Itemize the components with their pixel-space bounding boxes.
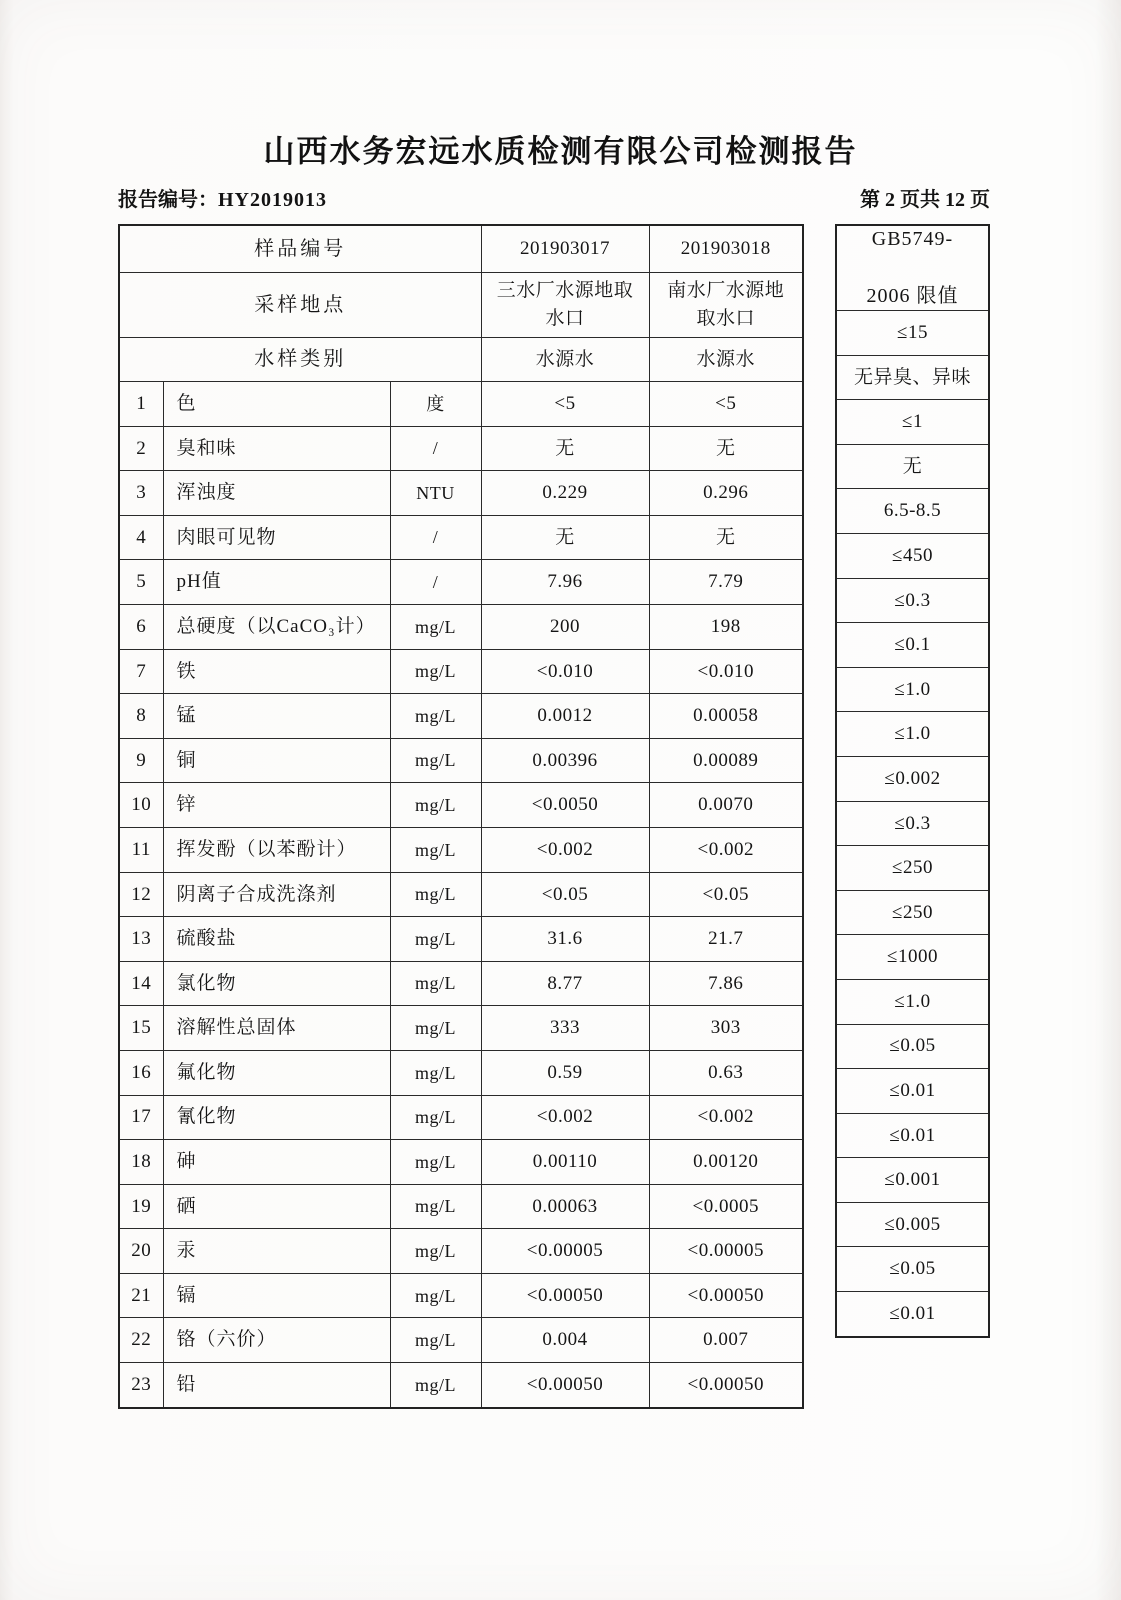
row-number-cell: 20 [119, 1229, 163, 1274]
table-row [119, 604, 803, 649]
table-row [119, 1006, 803, 1051]
sample1-value-cell: 31.6 [481, 917, 649, 962]
unit-cell: mg/L [390, 961, 481, 1006]
sample2-value-cell: 198 [649, 604, 803, 649]
table-row [119, 1363, 803, 1408]
sample1-value-cell: 0.0012 [481, 694, 649, 739]
unit-cell: mg/L [390, 1095, 481, 1140]
location-2: 南水厂水源地取水口 [649, 273, 803, 338]
location-1: 三水厂水源地取水口 [481, 273, 649, 338]
row-number-cell: 22 [119, 1318, 163, 1363]
limit-cell: ≤250 [836, 890, 989, 935]
parameter-cell: 氟化物 [163, 1050, 390, 1095]
report-number-label: 报告编号： [118, 189, 218, 211]
limit-cell: ≤0.005 [836, 1202, 989, 1247]
limit-row [836, 355, 989, 400]
limit-row [836, 1292, 989, 1337]
sample1-value-cell: 7.96 [481, 560, 649, 605]
parameter-cell: 锰 [163, 694, 390, 739]
limit-cell: ≤0.002 [836, 756, 989, 801]
row-number-cell: 9 [119, 738, 163, 783]
report-number-value: HY2019013 [218, 189, 327, 211]
parameter-cell: 氰化物 [163, 1095, 390, 1140]
limit-row [836, 578, 989, 623]
row-number-cell: 3 [119, 471, 163, 516]
row-number-cell: 7 [119, 649, 163, 694]
sample-no-2: 201903018 [649, 225, 803, 273]
limit-table [835, 224, 990, 1338]
parameter-cell: pH值 [163, 560, 390, 605]
sample1-value-cell: 0.229 [481, 471, 649, 516]
limit-cell: ≤0.1 [836, 623, 989, 668]
limit-row [836, 444, 989, 489]
sample1-value-cell: 0.00396 [481, 738, 649, 783]
unit-cell: mg/L [390, 738, 481, 783]
sample2-value-cell: 303 [649, 1006, 803, 1051]
limit-row [836, 1247, 989, 1292]
sample2-value-cell: 0.00089 [649, 738, 803, 783]
unit-cell: mg/L [390, 649, 481, 694]
table-row [119, 1184, 803, 1229]
parameter-cell: 铬（六价） [163, 1318, 390, 1363]
table-row [119, 1140, 803, 1185]
sample2-value-cell: <0.002 [649, 827, 803, 872]
limit-cell: 无异臭、异味 [836, 355, 989, 400]
unit-cell: NTU [390, 471, 481, 516]
unit-cell: mg/L [390, 1363, 481, 1408]
table-row [119, 917, 803, 962]
limit-cell: ≤0.3 [836, 578, 989, 623]
sample2-value-cell: 21.7 [649, 917, 803, 962]
unit-cell: mg/L [390, 1050, 481, 1095]
main-table [118, 224, 804, 1409]
sample2-value-cell: <5 [649, 382, 803, 427]
sample1-value-cell: 333 [481, 1006, 649, 1051]
sample1-value-cell: 0.00110 [481, 1140, 649, 1185]
sample2-value-cell: 无 [649, 515, 803, 560]
sample-no-1: 201903017 [481, 225, 649, 273]
table-row [119, 961, 803, 1006]
table-row [119, 382, 803, 427]
sample2-value-cell: 0.007 [649, 1318, 803, 1363]
sample1-value-cell: <0.00005 [481, 1229, 649, 1274]
limit-row [836, 1069, 989, 1114]
sample2-value-cell: 0.00058 [649, 694, 803, 739]
sample2-value-cell: <0.05 [649, 872, 803, 917]
limit-row [836, 1158, 989, 1203]
sample2-value-cell: <0.00050 [649, 1363, 803, 1408]
limit-cell: ≤15 [836, 311, 989, 356]
row-number-cell: 15 [119, 1006, 163, 1051]
table-row [119, 783, 803, 828]
location-label: 采样地点 [119, 273, 481, 338]
header-row-location [119, 273, 803, 338]
sample2-value-cell: <0.00005 [649, 1229, 803, 1274]
limit-row [836, 1024, 989, 1069]
sample2-value-cell: <0.0005 [649, 1184, 803, 1229]
parameter-cell: 汞 [163, 1229, 390, 1274]
row-number-cell: 4 [119, 515, 163, 560]
sample1-value-cell: 0.004 [481, 1318, 649, 1363]
unit-cell: mg/L [390, 827, 481, 872]
category-label: 水样类别 [119, 338, 481, 382]
category-2: 水源水 [649, 338, 803, 382]
parameter-cell: 挥发酚（以苯酚计） [163, 827, 390, 872]
report-number [118, 183, 327, 212]
row-number-cell: 14 [119, 961, 163, 1006]
unit-cell: mg/L [390, 872, 481, 917]
sample1-value-cell: 200 [481, 604, 649, 649]
sample1-value-cell: <0.0050 [481, 783, 649, 828]
limit-cell: ≤250 [836, 846, 989, 891]
parameter-cell: 氯化物 [163, 961, 390, 1006]
unit-cell: mg/L [390, 1006, 481, 1051]
row-number-cell: 1 [119, 382, 163, 427]
limit-row [836, 846, 989, 891]
limit-cell: ≤0.3 [836, 801, 989, 846]
limit-row [836, 489, 989, 534]
row-number-cell: 21 [119, 1273, 163, 1318]
spacer-column [804, 224, 835, 1409]
parameter-cell: 铁 [163, 649, 390, 694]
parameter-cell: 臭和味 [163, 426, 390, 471]
table-row [119, 560, 803, 605]
row-number-cell: 6 [119, 604, 163, 649]
report-meta [118, 183, 990, 212]
sample1-value-cell: 0.59 [481, 1050, 649, 1095]
parameter-cell: 硒 [163, 1184, 390, 1229]
sample1-value-cell: 0.00063 [481, 1184, 649, 1229]
table-row [119, 1318, 803, 1363]
sample2-value-cell: <0.002 [649, 1095, 803, 1140]
table-row [119, 1050, 803, 1095]
row-number-cell: 8 [119, 694, 163, 739]
unit-cell: 度 [390, 382, 481, 427]
sample1-value-cell: 无 [481, 515, 649, 560]
table-row [119, 694, 803, 739]
limit-row [836, 801, 989, 846]
parameter-cell: 肉眼可见物 [163, 515, 390, 560]
parameter-cell: 铅 [163, 1363, 390, 1408]
limit-cell: ≤1.0 [836, 979, 989, 1024]
parameter-cell: 总硬度（以CaCO₃计） [163, 604, 390, 649]
row-number-cell: 2 [119, 426, 163, 471]
sample1-value-cell: <0.00050 [481, 1273, 649, 1318]
header-row-sample-no [119, 225, 803, 273]
sample2-value-cell: 7.79 [649, 560, 803, 605]
limit-row [836, 667, 989, 712]
row-number-cell: 10 [119, 783, 163, 828]
sample1-value-cell: 8.77 [481, 961, 649, 1006]
limit-cell: ≤0.001 [836, 1158, 989, 1203]
row-number-cell: 17 [119, 1095, 163, 1140]
results-table [118, 224, 990, 1409]
row-number-cell: 16 [119, 1050, 163, 1095]
parameter-cell: 浑浊度 [163, 471, 390, 516]
limit-row [836, 1202, 989, 1247]
parameter-cell: 硫酸盐 [163, 917, 390, 962]
table-row [119, 827, 803, 872]
row-number-cell: 13 [119, 917, 163, 962]
limit-cell: ≤0.05 [836, 1247, 989, 1292]
limit-row [836, 400, 989, 445]
parameter-cell: 镉 [163, 1273, 390, 1318]
limit-cell: 6.5-8.5 [836, 489, 989, 534]
table-row [119, 515, 803, 560]
limit-cell: ≤0.01 [836, 1113, 989, 1158]
limit-row [836, 311, 989, 356]
sample2-value-cell: 无 [649, 426, 803, 471]
row-number-cell: 19 [119, 1184, 163, 1229]
table-row [119, 426, 803, 471]
unit-cell: / [390, 426, 481, 471]
row-number-cell: 5 [119, 560, 163, 605]
unit-cell: / [390, 560, 481, 605]
parameter-cell: 色 [163, 382, 390, 427]
limit-row [836, 712, 989, 757]
row-number-cell: 11 [119, 827, 163, 872]
sample1-value-cell: 无 [481, 426, 649, 471]
limit-row [836, 756, 989, 801]
parameter-cell: 砷 [163, 1140, 390, 1185]
sample2-value-cell: 0.63 [649, 1050, 803, 1095]
page-title: 山西水务宏远水质检测有限公司检测报告 [263, 134, 858, 169]
category-1: 水源水 [481, 338, 649, 382]
unit-cell: mg/L [390, 694, 481, 739]
limit-row [836, 890, 989, 935]
unit-cell: mg/L [390, 1184, 481, 1229]
sample1-value-cell: <0.002 [481, 827, 649, 872]
limit-cell: ≤1000 [836, 935, 989, 980]
row-number-cell: 23 [119, 1363, 163, 1408]
table-row [119, 471, 803, 516]
limit-cell: ≤1.0 [836, 667, 989, 712]
limit-row [836, 935, 989, 980]
limit-row [836, 533, 989, 578]
limit-cell: ≤1 [836, 400, 989, 445]
parameter-cell: 铜 [163, 738, 390, 783]
page-indicator: 第 2 页共 12 页 [860, 189, 990, 211]
sample1-value-cell: <0.00050 [481, 1363, 649, 1408]
unit-cell: mg/L [390, 1140, 481, 1185]
limit-header-line1: GB5749- [871, 228, 954, 250]
limit-cell: 无 [836, 444, 989, 489]
header-row-category [119, 338, 803, 382]
limit-cell: ≤1.0 [836, 712, 989, 757]
sample1-value-cell: <5 [481, 382, 649, 427]
table-row [119, 1273, 803, 1318]
sample2-value-cell: <0.010 [649, 649, 803, 694]
unit-cell: / [390, 515, 481, 560]
sample2-value-cell: 0.0070 [649, 783, 803, 828]
unit-cell: mg/L [390, 1229, 481, 1274]
table-row [119, 1095, 803, 1140]
sample2-value-cell: <0.00050 [649, 1273, 803, 1318]
limit-cell: ≤0.05 [836, 1024, 989, 1069]
row-number-cell: 18 [119, 1140, 163, 1185]
sample1-value-cell: <0.010 [481, 649, 649, 694]
limit-header-line2: 2006 限值 [866, 285, 959, 307]
limit-cell: ≤0.01 [836, 1069, 989, 1114]
table-row [119, 649, 803, 694]
unit-cell: mg/L [390, 917, 481, 962]
sample1-value-cell: <0.002 [481, 1095, 649, 1140]
unit-cell: mg/L [390, 1318, 481, 1363]
limit-row [836, 979, 989, 1024]
sample2-value-cell: 7.86 [649, 961, 803, 1006]
limit-cell: ≤450 [836, 533, 989, 578]
sample2-value-cell: 0.00120 [649, 1140, 803, 1185]
table-row [119, 738, 803, 783]
unit-cell: mg/L [390, 1273, 481, 1318]
parameter-cell: 阴离子合成洗涤剂 [163, 872, 390, 917]
sample2-value-cell: 0.296 [649, 471, 803, 516]
limit-cell: ≤0.01 [836, 1292, 989, 1337]
parameter-cell: 溶解性总固体 [163, 1006, 390, 1051]
table-row [119, 872, 803, 917]
limit-row [836, 623, 989, 668]
unit-cell: mg/L [390, 783, 481, 828]
sample-no-label: 样品编号 [119, 225, 481, 273]
table-row [119, 1229, 803, 1274]
sample1-value-cell: <0.05 [481, 872, 649, 917]
row-number-cell: 12 [119, 872, 163, 917]
limit-row [836, 1113, 989, 1158]
unit-cell: mg/L [390, 604, 481, 649]
parameter-cell: 锌 [163, 783, 390, 828]
limit-header [836, 225, 989, 311]
